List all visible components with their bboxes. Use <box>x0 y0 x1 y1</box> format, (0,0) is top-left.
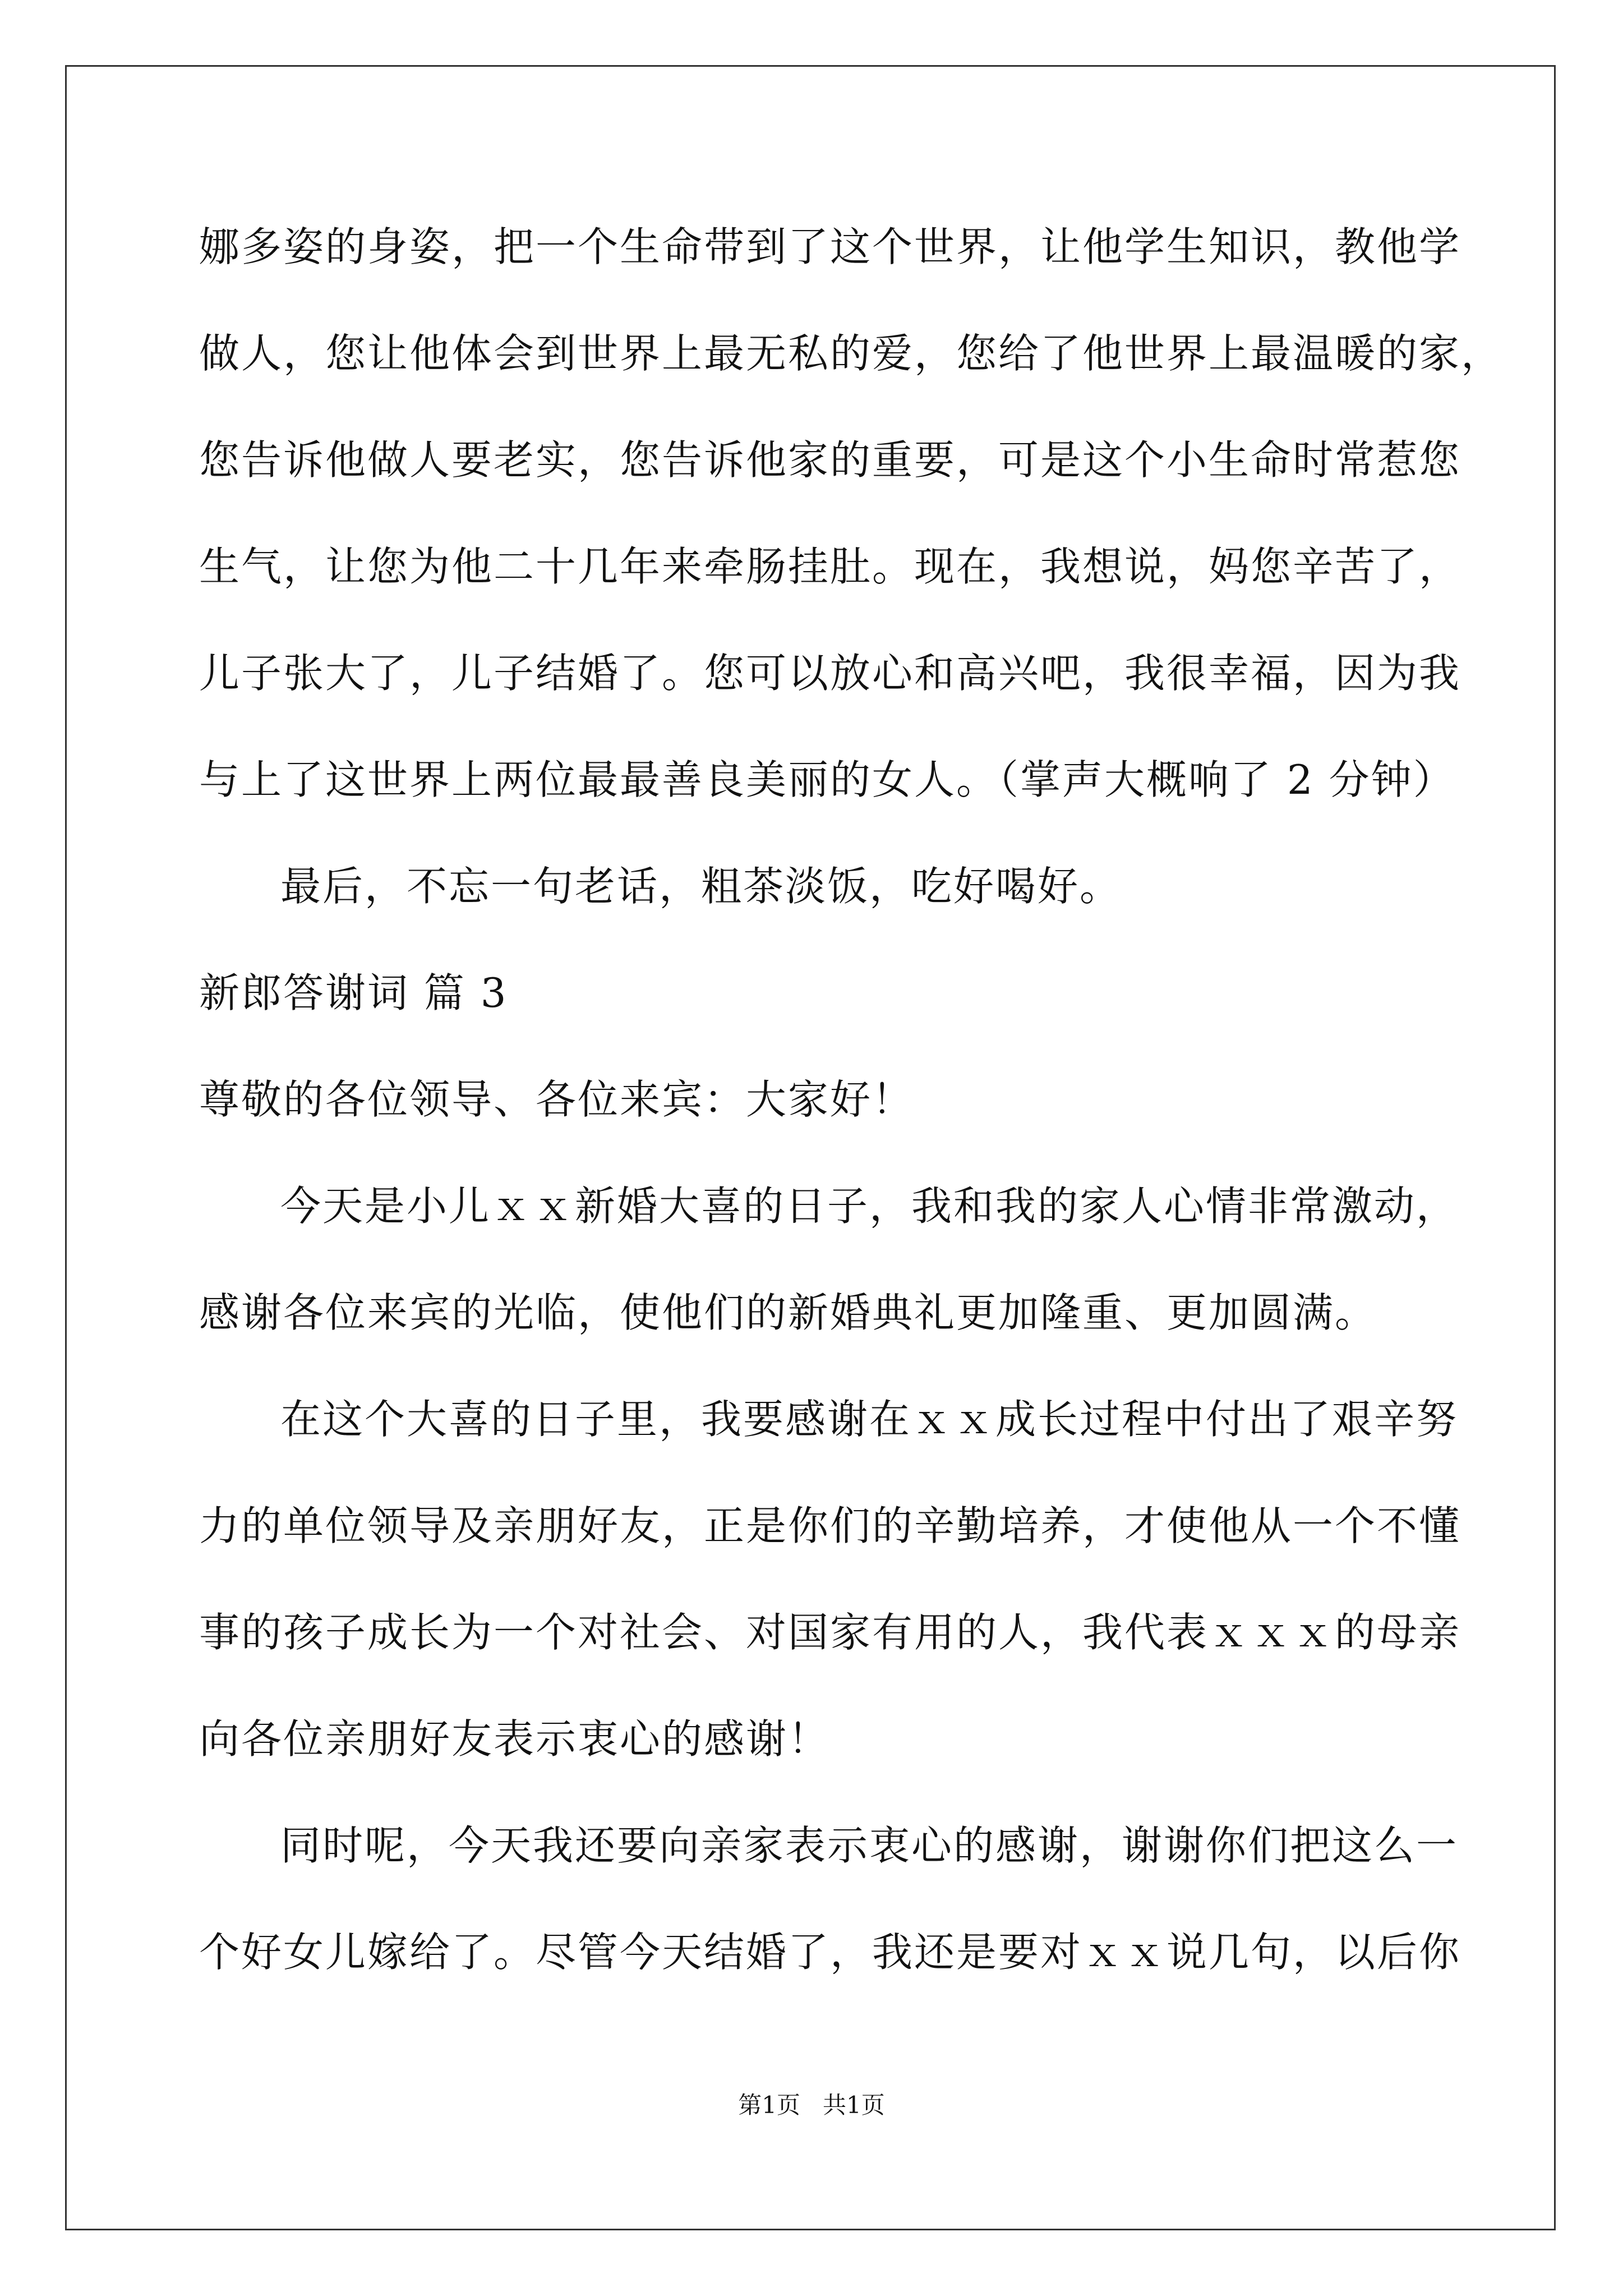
text-line: 生气，让您为他二十几年来牵肠挂肚。现在，我想说，妈您辛苦了， <box>199 543 1461 590</box>
section-heading: 新郎答谢词 篇 3 <box>199 969 508 1016</box>
paragraph-line: 今天是小儿ｘｘ新婚大喜的日子，我和我的家人心情非常激动， <box>280 1182 1459 1230</box>
text-line: 力的单位领导及亲朋好友，正是你们的辛勤培养，才使他从一个不懂 <box>199 1502 1461 1549</box>
salutation-line: 尊敬的各位领导、各位来宾：大家好！ <box>199 1076 915 1123</box>
text-line: 您告诉他做人要老实，您告诉他家的重要，可是这个小生命时常惹您 <box>199 436 1461 484</box>
text-line: 个好女儿嫁给了。尽管今天结婚了，我还是要对ｘｘ说几句，以后你 <box>199 1929 1461 1976</box>
text-line: 事的孩子成长为一个对社会、对国家有用的人，我代表ｘｘｘ的母亲 <box>199 1609 1461 1656</box>
text-line: 做人，您让他体会到世界上最无私的爱，您给了他世界上最温暖的家， <box>199 330 1504 377</box>
page-footer: 第1页 共1页 <box>738 2091 885 2119</box>
text-line: 感谢各位来宾的光临，使他们的新婚典礼更加隆重、更加圆满。 <box>199 1289 1377 1336</box>
text-line: 向各位亲朋好友表示衷心的感谢！ <box>199 1715 831 1763</box>
text-line: 娜多姿的身姿，把一个生命带到了这个世界，让他学生知识，教他学 <box>199 223 1461 270</box>
paragraph-line: 在这个大喜的日子里，我要感谢在ｘｘ成长过程中付出了艰辛努 <box>280 1396 1459 1443</box>
text-line: 儿子张大了，儿子结婚了。您可以放心和高兴吧，我很幸福，因为我 <box>199 650 1461 697</box>
text-line: 与上了这世界上两位最最善良美丽的女人。（掌声大概响了 2 分钟） <box>199 756 1455 803</box>
paragraph-line: 同时呢，今天我还要向亲家表示衷心的感谢，谢谢你们把这么一 <box>280 1822 1459 1869</box>
paragraph-line: 最后，不忘一句老话，粗茶淡饭，吃好喝好。 <box>280 863 1122 910</box>
